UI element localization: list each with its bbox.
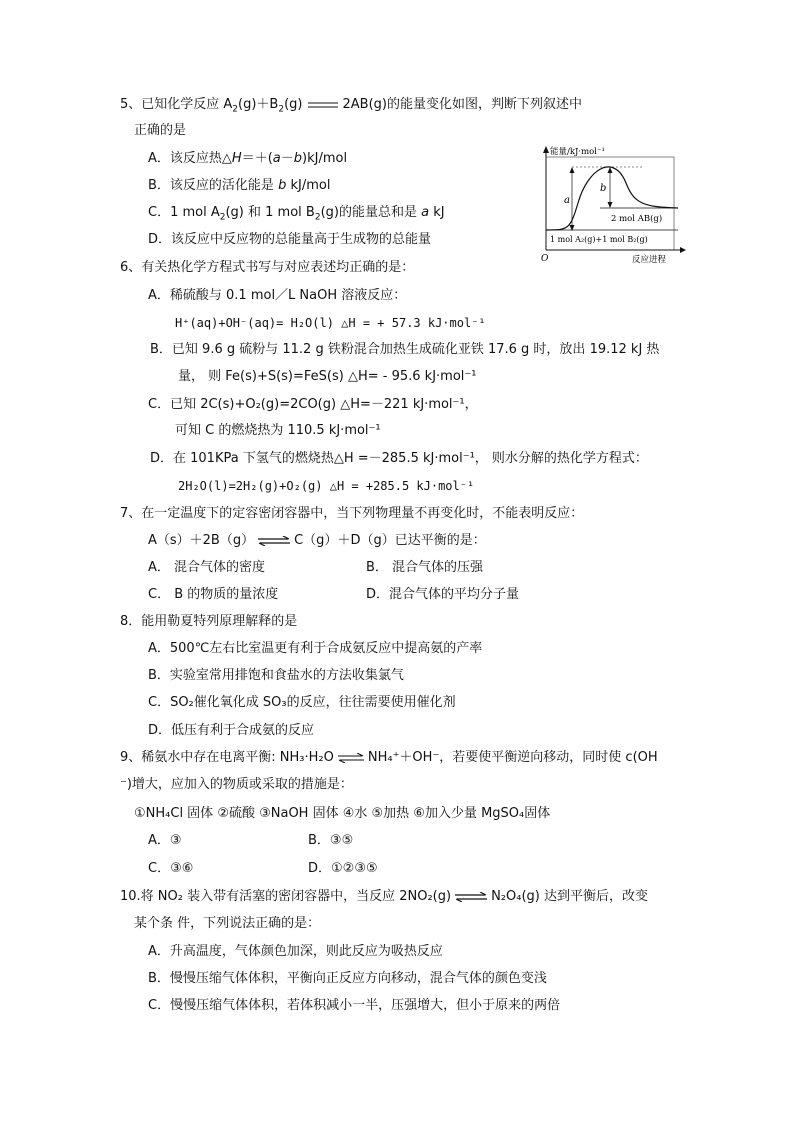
a-arrowhead-up-icon xyxy=(570,167,575,173)
q7-option-c: C． B 的物质的量浓度 xyxy=(148,587,279,602)
q10-stem-line2: 某个条 件，下列说法正确的是： xyxy=(134,916,321,931)
q9-stem-line2: ⁻)增大，应加入的物质或采取的措施是： xyxy=(120,777,353,792)
y-axis-label: 能量/kJ·mol⁻¹ xyxy=(550,147,605,157)
b-arrowhead-down-icon xyxy=(608,202,613,208)
x-axis-label: 反应进程 xyxy=(632,255,667,265)
q6-option-c: C．已知 2C(s)+O₂(g)=2CO(g) △H=－221 kJ·mol⁻¹， xyxy=(148,397,478,412)
q8-option-a: A．500℃左右比室温更有利于合成氨反应中提高氨的产率 xyxy=(148,641,483,656)
q10-option-b: B．慢慢压缩气体体积，平衡向正反应方向移动，混合气体的颜色变浅 xyxy=(148,971,547,986)
origin-label: O xyxy=(541,254,549,264)
product-label: 2 mol AB(g) xyxy=(611,214,663,224)
q5-option-d: D．该反应中反应物的总能量高于生成物的总能量 xyxy=(148,232,432,247)
q5-stem-line2: 正确的是 xyxy=(134,123,187,138)
q8-option-c: C．SO₂催化氧化成 SO₃的反应，往往需要使用催化剂 xyxy=(148,695,456,710)
q9-option-c: C．③⑥ xyxy=(148,861,194,876)
q6-option-b-line2: 量， 则 Fe(s)+S(s)=FeS(s) △H= - 95.6 kJ·mol⁻¹ xyxy=(178,369,477,384)
q9-option-a: A．③ xyxy=(148,833,182,848)
q10-option-c: C．慢慢压缩气体体积，若体积减小一半，压强增大，但小于原来的两倍 xyxy=(148,998,561,1013)
q7-option-b: B． 混合气体的压强 xyxy=(366,560,484,575)
equilibrium-arrow-icon xyxy=(257,536,291,546)
q5-stem: 5、已知化学反应 $A_2(g)+B_2(g)$ 2AB(g)的能量变化如图，判断下列叙述中 xyxy=(120,97,582,115)
q8-option-b: B．实验室常用排饱和食盐水的方法收集氯气 xyxy=(148,668,404,683)
q10-stem: 10.将 NO₂ 装入带有活塞的密闭容器中，当反应 2NO₂(g) N₂O₄(g) 达到平衡后，改变 xyxy=(120,889,648,904)
q7-option-a: A． 混合气体的密度 xyxy=(148,560,266,575)
q6-option-c-line2: 可知 C 的燃烧热为 110.5 kJ·mol⁻¹ xyxy=(175,423,381,438)
q9-choices: ①NH₄Cl 固体 ②硫酸 ③NaOH 固体 ④水 ⑤加热 ⑥加入少量 MgSO₄固体 xyxy=(134,806,551,821)
a-label: a xyxy=(564,195,570,206)
equilibrium-arrow-icon xyxy=(337,753,365,763)
q7-equation: A（s）＋2B（g） C（g）＋D（g）已达平衡的是： xyxy=(148,533,486,548)
q9-option-b: B．③⑤ xyxy=(308,833,354,848)
q6-option-a: A．稀硫酸与 0.1 mol／L NaOH 溶液反应： xyxy=(148,288,407,303)
q5-option-a: A．该反应热△H＝＋(a－b)kJ/mol xyxy=(148,151,348,166)
energy-diagram xyxy=(538,143,688,265)
equilibrium-arrow-icon xyxy=(454,892,488,902)
q6-option-b: B．已知 9.6 g 硫粉与 11.2 g 铁粉混合加热生成硫化亚铁 17.6 g 时，放出 19.12 kJ 热 xyxy=(150,342,660,357)
x-axis-arrow-icon xyxy=(680,247,686,253)
q7-stem: 7、在一定温度下的定容密闭容器中，当下列物理量不再变化时，不能表明反应： xyxy=(120,506,584,521)
q6-option-d-equation: 2H₂O(l)=2H₂(g)+O₂(g) △H = +285.5 kJ·mol⁻¹ xyxy=(178,479,475,493)
q6-stem: 6、有关热化学方程式书写与对应表述均正确的是： xyxy=(120,260,415,275)
q5-option-c: C．1 mol $A_2(g)$ 和 1 mol $B_2(g)$的能量总和是 a kJ xyxy=(148,205,445,223)
q6-option-d: D．在 101KPa 下氢气的燃烧热△H =－285.5 kJ·mol⁻¹， 则水分解的热化学方程式： xyxy=(150,451,648,466)
q9-option-d: D．①②③⑤ xyxy=(308,861,378,876)
equals-sign-icon xyxy=(307,101,339,109)
q5-option-b: B．该反应的活化能是 b kJ/mol xyxy=(148,178,331,193)
q8-stem: 8．能用勒夏特列原理解释的是 xyxy=(120,614,298,629)
q10-option-a: A．升高温度，气体颜色加深，则此反应为吸热反应 xyxy=(148,944,443,959)
q6-option-a-equation: H⁺(aq)+OH⁻(aq)= H₂O(l) △H = + 57.3 kJ·mol⁻¹ xyxy=(175,316,486,330)
q9-stem: 9、稀氨水中存在电离平衡: NH₃·H₂O NH₄⁺＋OH⁻，若要使平衡逆向移动，同时使 c(OH xyxy=(120,750,658,765)
q7-option-d: D．混合气体的平均分子量 xyxy=(366,587,520,602)
y-axis-arrow-icon xyxy=(543,146,549,153)
b-label: b xyxy=(600,183,607,194)
q8-option-d: D．低压有利于合成氨的反应 xyxy=(148,723,315,738)
reactant-label: 1 mol A₂(g)+1 mol B₂(g) xyxy=(550,235,648,244)
